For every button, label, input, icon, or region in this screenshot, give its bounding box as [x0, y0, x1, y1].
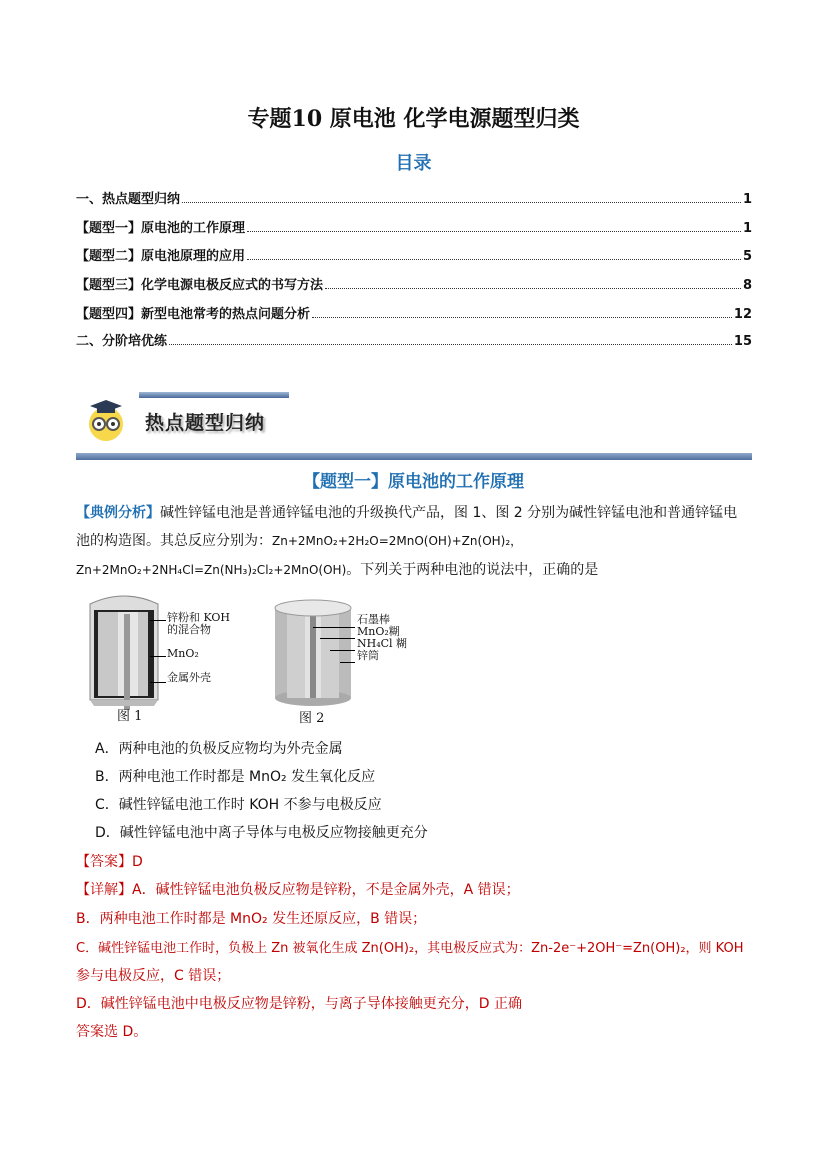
- label-nh4cl-paste: NH₄Cl 糊: [357, 637, 408, 650]
- equation-1: Zn+2MnO₂+2H₂O=2MnO(OH)+Zn(OH)₂，: [272, 534, 523, 548]
- figure-1-alkaline-battery: [88, 588, 160, 717]
- option-b: B．两种电池工作时都是 MnO₂ 发生氧化反应: [95, 769, 376, 785]
- figure-1-caption: 图 1: [117, 709, 143, 724]
- toc-heading: 目录: [395, 153, 432, 174]
- leader-line: [313, 627, 355, 628]
- section-divider: [76, 453, 752, 460]
- option-d: D．碱性锌锰电池中离子导体与电极反应物接触更充分: [95, 825, 428, 841]
- toc-item-page: 5: [742, 249, 752, 264]
- toc-item-label: 二、分阶培优练: [76, 334, 168, 349]
- toc-leader-dots: [247, 259, 741, 260]
- label-mixture: 的混合物: [167, 623, 211, 636]
- toc-item[interactable]: [76, 188, 752, 207]
- example-question: 。下列关于两种电池的说法中，正确的是: [346, 562, 599, 578]
- toc-item-page: 8: [742, 278, 752, 293]
- toc-item[interactable]: [76, 274, 752, 293]
- figure-2-labels: [357, 614, 407, 662]
- document-title: 专题10 原电池 化学电源题型归类: [247, 106, 580, 132]
- section-heading: 【题型一】原电池的工作原理: [303, 472, 524, 492]
- leader-line: [150, 620, 166, 621]
- banner-title: 热点题型归纳: [145, 412, 266, 434]
- example-text: 碱性锌锰电池是普通锌锰电池的升级换代产品，图 1、图 2 分别为碱性锌锰电池和普通锌锰电: [160, 505, 738, 521]
- label-mno2-paste: MnO₂糊: [357, 625, 400, 638]
- answer-tag: 【答案】: [76, 854, 132, 870]
- figure-2-zinc-carbon-battery: [273, 598, 353, 712]
- example-line-2: [76, 530, 522, 550]
- explain-line-3: C．碱性锌锰电池工作时，负极上 Zn 被氧化生成 Zn(OH)₂，其电极反应式为：Zn-2e⁻+2OH⁻=Zn(OH)₂，则 KOH: [76, 941, 744, 956]
- explain-text: A．碱性锌锰电池负极反应物是锌粉，不是金属外壳，A 错误；: [132, 882, 520, 898]
- toc-item-label: 【题型三】化学电源电极反应式的书写方法: [76, 278, 324, 293]
- answer-line: [76, 851, 143, 871]
- answer-value: D: [132, 854, 143, 870]
- toc-item[interactable]: [76, 217, 752, 236]
- figure-1-labels: [167, 612, 230, 684]
- toc-item-page: 1: [742, 192, 752, 207]
- explain-tag: 【详解】: [76, 882, 132, 898]
- label-metal-shell: 金属外壳: [167, 671, 211, 684]
- example-tag: 【典例分析】: [76, 505, 160, 521]
- toc-leader-dots: [312, 317, 732, 318]
- leader-line: [320, 638, 355, 639]
- label-graphite-rod: 石墨棒: [357, 613, 390, 626]
- option-a: A．两种电池的负极反应物均为外壳金属: [95, 741, 343, 757]
- toc-leader-dots: [247, 231, 741, 232]
- banner-bar: [139, 392, 289, 398]
- toc-item-label: 一、热点题型归纳: [76, 192, 181, 207]
- toc-item-page: 12: [733, 307, 752, 322]
- toc-leader-dots: [325, 288, 741, 289]
- label-mno2: MnO₂: [167, 647, 199, 660]
- example-text: 池的构造图。其总反应分别为：: [76, 533, 272, 549]
- explain-line-2: B．两种电池工作时都是 MnO₂ 发生还原反应，B 错误；: [76, 911, 427, 927]
- leader-line: [150, 656, 166, 657]
- toc-leader-dots: [182, 202, 741, 203]
- toc-leader-dots: [169, 344, 732, 345]
- toc-item-label: 【题型四】新型电池常考的热点问题分析: [76, 307, 311, 322]
- toc-item-label: 【题型一】原电池的工作原理: [76, 221, 246, 236]
- scholar-mascot-icon: [84, 396, 128, 446]
- figure-2-caption: 图 2: [299, 711, 325, 726]
- label-zinc-can: 锌筒: [357, 649, 379, 662]
- explain-line-6: 答案选 D。: [76, 1024, 148, 1040]
- toc-item[interactable]: [76, 330, 752, 349]
- label-zinc-koh: 锌粉和 KOH: [167, 611, 231, 624]
- option-c: C．碱性锌锰电池工作时 KOH 不参与电极反应: [95, 797, 382, 813]
- toc-item[interactable]: [76, 303, 752, 322]
- example-line-1: [76, 502, 737, 522]
- example-line-3: [76, 559, 598, 579]
- equation-2: Zn+2MnO₂+2NH₄Cl=Zn(NH₃)₂Cl₂+2MnO(OH): [76, 563, 347, 577]
- leader-line: [330, 650, 355, 651]
- toc-item-page: 15: [733, 334, 752, 349]
- explain-line-4: 参与电极反应，C 错误；: [76, 968, 231, 984]
- leader-line: [150, 682, 166, 683]
- explain-line-1: [76, 879, 520, 899]
- leader-line: [340, 662, 355, 663]
- toc-item[interactable]: [76, 245, 752, 264]
- toc-item-page: 1: [742, 221, 752, 236]
- explain-line-5: D．碱性锌锰电池中电极反应物是锌粉，与离子导体接触更充分，D 正确: [76, 996, 523, 1012]
- toc-item-label: 【题型二】原电池原理的应用: [76, 249, 246, 264]
